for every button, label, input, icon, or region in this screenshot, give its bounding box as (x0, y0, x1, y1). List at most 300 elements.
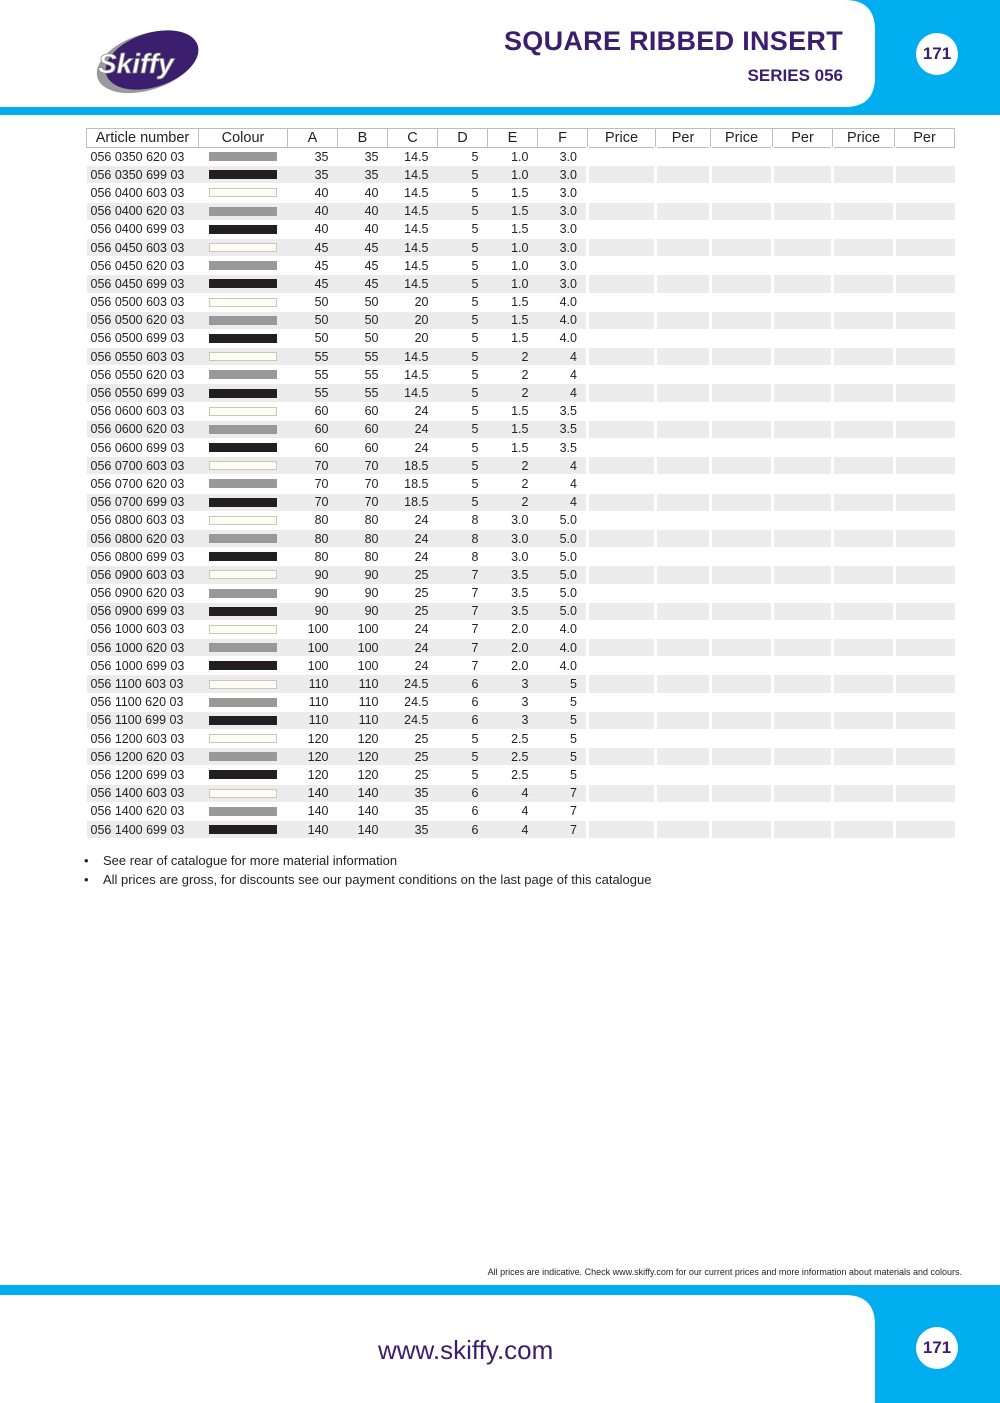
colour-swatch-grey (209, 698, 277, 707)
dimension-c-cell: 24.5 (388, 693, 438, 711)
dimension-e-cell: 1.5 (488, 311, 538, 329)
dimension-d-cell: 5 (438, 439, 488, 457)
colour-swatch-grey (209, 261, 277, 270)
article-number-cell: 056 0550 699 03 (87, 384, 199, 402)
per-cell (656, 657, 711, 675)
per-cell (773, 548, 833, 566)
dimension-d-cell: 5 (438, 366, 488, 384)
dimension-a-cell: 70 (288, 457, 338, 475)
dimension-c-cell: 14.5 (388, 275, 438, 293)
dimension-f-cell: 3.5 (538, 402, 588, 420)
table-row (87, 620, 955, 638)
table-row (87, 511, 955, 529)
dimension-e-cell: 2.0 (488, 620, 538, 638)
dimension-d-cell: 5 (438, 220, 488, 238)
dimension-b-cell: 120 (338, 766, 388, 784)
col-header-e: E (488, 129, 538, 148)
dimension-c-cell: 14.5 (388, 366, 438, 384)
price-cell (588, 439, 656, 457)
table-row (87, 529, 955, 547)
per-cell (773, 802, 833, 820)
table-row (87, 566, 955, 584)
price-cell (711, 166, 773, 184)
dimension-a-cell: 35 (288, 166, 338, 184)
dimension-d-cell: 7 (438, 566, 488, 584)
price-cell (833, 730, 895, 748)
dimension-c-cell: 14.5 (388, 184, 438, 202)
table-row (87, 548, 955, 566)
dimension-b-cell: 60 (338, 402, 388, 420)
price-cell (711, 311, 773, 329)
colour-cell (199, 584, 288, 602)
price-cell (588, 748, 656, 766)
dimension-e-cell: 1.5 (488, 329, 538, 347)
dimension-f-cell: 4.0 (538, 620, 588, 638)
dimension-b-cell: 110 (338, 711, 388, 729)
dimension-d-cell: 7 (438, 602, 488, 620)
colour-swatch-black (209, 716, 277, 725)
dimension-c-cell: 14.5 (388, 238, 438, 256)
article-number-cell: 056 0700 699 03 (87, 493, 199, 511)
dimension-b-cell: 110 (338, 693, 388, 711)
table-row (87, 693, 955, 711)
per-cell (895, 493, 955, 511)
price-cell (833, 693, 895, 711)
per-cell (895, 148, 955, 166)
dimension-f-cell: 5 (538, 748, 588, 766)
note-item: • See rear of catalogue for more material information (84, 851, 651, 870)
dimension-e-cell: 3.5 (488, 602, 538, 620)
dimension-e-cell: 2.5 (488, 748, 538, 766)
per-cell (895, 548, 955, 566)
colour-swatch-black (209, 498, 277, 507)
dimension-a-cell: 40 (288, 220, 338, 238)
dimension-c-cell: 14.5 (388, 202, 438, 220)
dimension-f-cell: 5.0 (538, 602, 588, 620)
per-cell (895, 730, 955, 748)
price-cell (833, 566, 895, 584)
dimension-d-cell: 7 (438, 584, 488, 602)
colour-cell (199, 348, 288, 366)
dimension-c-cell: 14.5 (388, 148, 438, 166)
per-cell (895, 311, 955, 329)
price-cell (711, 148, 773, 166)
dimension-c-cell: 14.5 (388, 220, 438, 238)
colour-cell (199, 457, 288, 475)
per-cell (656, 275, 711, 293)
dimension-d-cell: 5 (438, 766, 488, 784)
colour-cell (199, 275, 288, 293)
dimension-e-cell: 2.0 (488, 639, 538, 657)
website-link[interactable]: www.skiffy.com (378, 1335, 554, 1365)
colour-cell (199, 475, 288, 493)
dimension-e-cell: 2 (488, 457, 538, 475)
per-cell (656, 820, 711, 838)
per-cell (773, 675, 833, 693)
price-cell (588, 566, 656, 584)
dimension-d-cell: 5 (438, 238, 488, 256)
per-cell (895, 457, 955, 475)
per-cell (773, 329, 833, 347)
colour-swatch-white (209, 407, 277, 416)
price-cell (588, 766, 656, 784)
per-cell (895, 439, 955, 457)
price-cell (711, 402, 773, 420)
table-row (87, 275, 955, 293)
dimension-f-cell: 5.0 (538, 584, 588, 602)
colour-cell (199, 493, 288, 511)
dimension-a-cell: 140 (288, 784, 338, 802)
price-cell (588, 329, 656, 347)
col-header-f: F (538, 129, 588, 148)
table-row (87, 420, 955, 438)
dimension-b-cell: 50 (338, 329, 388, 347)
price-cell (588, 475, 656, 493)
dimension-d-cell: 5 (438, 730, 488, 748)
colour-swatch-white (209, 680, 277, 689)
per-cell (773, 384, 833, 402)
price-cell (833, 620, 895, 638)
dimension-b-cell: 40 (338, 220, 388, 238)
per-cell (895, 602, 955, 620)
page-number-bottom: 171 (916, 1327, 958, 1369)
price-cell (588, 220, 656, 238)
price-cell (711, 657, 773, 675)
table-row (87, 711, 955, 729)
per-cell (895, 675, 955, 693)
article-number-cell: 056 0800 620 03 (87, 529, 199, 547)
col-header-c: C (388, 129, 438, 148)
price-cell (588, 730, 656, 748)
per-cell (895, 293, 955, 311)
dimension-f-cell: 3.0 (538, 184, 588, 202)
article-number-cell: 056 0500 603 03 (87, 293, 199, 311)
colour-swatch-grey (209, 534, 277, 543)
dimension-c-cell: 25 (388, 748, 438, 766)
dimension-b-cell: 140 (338, 820, 388, 838)
notes-list (84, 851, 651, 889)
dimension-f-cell: 3.5 (538, 439, 588, 457)
dimension-b-cell: 70 (338, 457, 388, 475)
article-number-cell: 056 0800 699 03 (87, 548, 199, 566)
per-cell (773, 202, 833, 220)
dimension-a-cell: 100 (288, 657, 338, 675)
price-cell (588, 166, 656, 184)
colour-cell (199, 711, 288, 729)
price-cell (711, 384, 773, 402)
per-cell (895, 711, 955, 729)
colour-swatch-grey (209, 152, 277, 161)
dimension-d-cell: 6 (438, 784, 488, 802)
dimension-e-cell: 1.5 (488, 202, 538, 220)
per-cell (656, 529, 711, 547)
table-row (87, 329, 955, 347)
price-cell (711, 784, 773, 802)
col-header-b: B (338, 129, 388, 148)
per-cell (895, 220, 955, 238)
price-cell (588, 311, 656, 329)
per-cell (895, 384, 955, 402)
dimension-c-cell: 24 (388, 439, 438, 457)
table-row (87, 166, 955, 184)
article-number-cell: 056 1000 620 03 (87, 639, 199, 657)
price-cell (588, 548, 656, 566)
per-cell (656, 602, 711, 620)
price-cell (833, 511, 895, 529)
price-cell (711, 730, 773, 748)
dimension-e-cell: 1.5 (488, 293, 538, 311)
col-header-price-2: Price (711, 129, 773, 148)
per-cell (656, 384, 711, 402)
col-header-article: Article number (87, 129, 199, 148)
per-cell (895, 784, 955, 802)
price-cell (588, 402, 656, 420)
colour-cell (199, 311, 288, 329)
dimension-a-cell: 80 (288, 548, 338, 566)
dimension-a-cell: 50 (288, 311, 338, 329)
price-cell (833, 238, 895, 256)
colour-swatch-black (209, 661, 277, 670)
dimension-d-cell: 5 (438, 402, 488, 420)
dimension-e-cell: 2.5 (488, 766, 538, 784)
article-number-cell: 056 1400 603 03 (87, 784, 199, 802)
article-number-cell: 056 0700 620 03 (87, 475, 199, 493)
price-cell (711, 257, 773, 275)
table-row (87, 148, 955, 166)
dimension-e-cell: 3 (488, 711, 538, 729)
dimension-c-cell: 20 (388, 293, 438, 311)
article-number-cell: 056 0600 620 03 (87, 420, 199, 438)
colour-swatch-grey (209, 752, 277, 761)
per-cell (773, 566, 833, 584)
price-cell (711, 584, 773, 602)
colour-swatch-black (209, 170, 277, 179)
dimension-c-cell: 18.5 (388, 457, 438, 475)
price-cell (833, 275, 895, 293)
note-item: • All prices are gross, for discounts see our payment conditions on the last page of this catalogue (84, 870, 651, 889)
per-cell (656, 493, 711, 511)
dimension-e-cell: 1.0 (488, 275, 538, 293)
per-cell (773, 493, 833, 511)
dimension-f-cell: 7 (538, 784, 588, 802)
article-number-cell: 056 0400 603 03 (87, 184, 199, 202)
colour-cell (199, 602, 288, 620)
price-cell (833, 311, 895, 329)
table-row (87, 820, 955, 838)
per-cell (895, 693, 955, 711)
price-cell (833, 802, 895, 820)
per-cell (656, 566, 711, 584)
dimension-c-cell: 25 (388, 730, 438, 748)
price-cell (588, 602, 656, 620)
article-number-cell: 056 0550 603 03 (87, 348, 199, 366)
dimension-d-cell: 7 (438, 620, 488, 638)
per-cell (773, 529, 833, 547)
dimension-a-cell: 110 (288, 693, 338, 711)
dimension-c-cell: 18.5 (388, 475, 438, 493)
col-header-d: D (438, 129, 488, 148)
price-cell (588, 511, 656, 529)
price-cell (833, 784, 895, 802)
dimension-f-cell: 7 (538, 802, 588, 820)
dimension-d-cell: 6 (438, 820, 488, 838)
dimension-c-cell: 24 (388, 402, 438, 420)
dimension-f-cell: 4 (538, 366, 588, 384)
dimension-d-cell: 5 (438, 275, 488, 293)
dimension-d-cell: 8 (438, 529, 488, 547)
article-number-cell: 056 0450 620 03 (87, 257, 199, 275)
colour-swatch-black (209, 552, 277, 561)
dimension-f-cell: 5.0 (538, 548, 588, 566)
price-cell (711, 802, 773, 820)
table-row (87, 439, 955, 457)
col-header-price-3: Price (833, 129, 895, 148)
dimension-c-cell: 14.5 (388, 384, 438, 402)
per-cell (656, 584, 711, 602)
dimension-e-cell: 2.0 (488, 657, 538, 675)
dimension-b-cell: 100 (338, 620, 388, 638)
dimension-b-cell: 35 (338, 166, 388, 184)
colour-swatch-black (209, 389, 277, 398)
price-cell (711, 639, 773, 657)
price-cell (711, 493, 773, 511)
colour-swatch-grey (209, 316, 277, 325)
dimension-b-cell: 40 (338, 202, 388, 220)
per-cell (895, 748, 955, 766)
table-row (87, 457, 955, 475)
dimension-e-cell: 1.0 (488, 238, 538, 256)
dimension-c-cell: 35 (388, 802, 438, 820)
colour-swatch-white (209, 516, 277, 525)
dimension-a-cell: 70 (288, 493, 338, 511)
colour-swatch-white (209, 461, 277, 470)
dimension-d-cell: 5 (438, 457, 488, 475)
dimension-d-cell: 5 (438, 293, 488, 311)
article-number-cell: 056 1400 620 03 (87, 802, 199, 820)
price-cell (833, 657, 895, 675)
per-cell (773, 257, 833, 275)
dimension-f-cell: 4 (538, 475, 588, 493)
dimension-d-cell: 5 (438, 475, 488, 493)
dimension-d-cell: 5 (438, 184, 488, 202)
per-cell (895, 420, 955, 438)
price-cell (711, 329, 773, 347)
per-cell (656, 311, 711, 329)
price-cell (711, 602, 773, 620)
price-cell (588, 257, 656, 275)
per-cell (656, 548, 711, 566)
table-row (87, 311, 955, 329)
price-cell (588, 711, 656, 729)
dimension-b-cell: 90 (338, 584, 388, 602)
dimension-b-cell: 80 (338, 548, 388, 566)
price-cell (833, 184, 895, 202)
dimension-f-cell: 3.0 (538, 148, 588, 166)
colour-cell (199, 384, 288, 402)
per-cell (656, 748, 711, 766)
skiffy-logo (92, 22, 204, 98)
article-number-cell: 056 0350 620 03 (87, 148, 199, 166)
dimension-e-cell: 2 (488, 475, 538, 493)
dimension-a-cell: 80 (288, 511, 338, 529)
colour-swatch-black (209, 443, 277, 452)
price-cell (588, 184, 656, 202)
colour-cell (199, 329, 288, 347)
table-row (87, 675, 955, 693)
per-cell (895, 184, 955, 202)
per-cell (773, 475, 833, 493)
dimension-a-cell: 100 (288, 620, 338, 638)
dimension-c-cell: 20 (388, 329, 438, 347)
per-cell (773, 311, 833, 329)
article-number-cell: 056 1200 603 03 (87, 730, 199, 748)
table-row (87, 730, 955, 748)
article-number-cell: 056 0800 603 03 (87, 511, 199, 529)
per-cell (656, 366, 711, 384)
dimension-e-cell: 3.5 (488, 566, 538, 584)
dimension-d-cell: 5 (438, 166, 488, 184)
dimension-c-cell: 24 (388, 511, 438, 529)
dimension-f-cell: 3.0 (538, 275, 588, 293)
dimension-d-cell: 7 (438, 639, 488, 657)
price-cell (588, 275, 656, 293)
col-header-per-3: Per (895, 129, 955, 148)
price-cell (833, 148, 895, 166)
dimension-e-cell: 4 (488, 820, 538, 838)
table-row (87, 293, 955, 311)
article-number-cell: 056 1000 699 03 (87, 657, 199, 675)
dimension-a-cell: 55 (288, 366, 338, 384)
per-cell (656, 220, 711, 238)
dimension-c-cell: 24.5 (388, 711, 438, 729)
article-number-cell: 056 1100 603 03 (87, 675, 199, 693)
table-row (87, 475, 955, 493)
colour-cell (199, 820, 288, 838)
dimension-d-cell: 6 (438, 693, 488, 711)
dimension-a-cell: 45 (288, 257, 338, 275)
dimension-e-cell: 4 (488, 802, 538, 820)
dimension-e-cell: 2 (488, 384, 538, 402)
colour-swatch-grey (209, 479, 277, 488)
price-cell (833, 766, 895, 784)
table-row (87, 802, 955, 820)
dimension-e-cell: 1.0 (488, 148, 538, 166)
price-cell (588, 457, 656, 475)
dimension-f-cell: 4.0 (538, 311, 588, 329)
article-number-cell: 056 0550 620 03 (87, 366, 199, 384)
colour-cell (199, 548, 288, 566)
dimension-a-cell: 60 (288, 439, 338, 457)
dimension-a-cell: 90 (288, 566, 338, 584)
price-cell (833, 293, 895, 311)
price-cell (711, 620, 773, 638)
dimension-c-cell: 24 (388, 420, 438, 438)
per-cell (656, 639, 711, 657)
per-cell (773, 275, 833, 293)
colour-swatch-grey (209, 370, 277, 379)
page-number-top: 171 (916, 33, 958, 75)
dimension-c-cell: 24.5 (388, 675, 438, 693)
price-cell (711, 766, 773, 784)
price-cell (833, 329, 895, 347)
dimension-b-cell: 45 (338, 257, 388, 275)
col-header-a: A (288, 129, 338, 148)
per-cell (895, 657, 955, 675)
table-header-row (87, 129, 955, 148)
per-cell (656, 802, 711, 820)
dimension-f-cell: 3.5 (538, 420, 588, 438)
price-cell (711, 675, 773, 693)
